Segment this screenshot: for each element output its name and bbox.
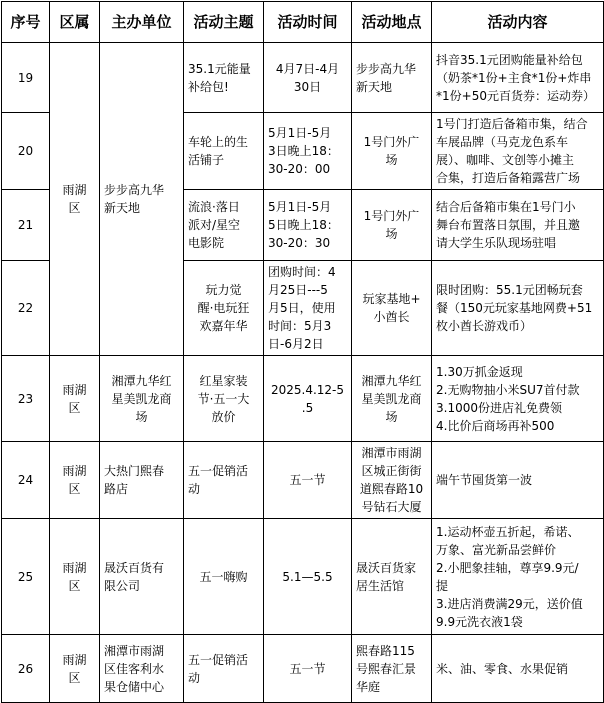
district-cell: 雨湖 区 <box>50 519 100 635</box>
place-cell: 湘潭市雨湖 区城正街街 道熙春路10 号钻石大厦 <box>352 442 432 519</box>
time-cell: 5.1—5.5 <box>264 519 352 635</box>
place-cell: 1号门外广 场 <box>352 113 432 190</box>
header-district: 区属 <box>50 2 100 43</box>
place-cell: 玩家基地+ 小酋长 <box>352 261 432 356</box>
time-cell: 5月1日-5月 5日晚上18： 30-20：30 <box>264 190 352 261</box>
district-cell: 雨湖 区 <box>50 43 100 356</box>
content-cell: 结合后备箱市集在1号门小 舞台布置落日氛围，并且邀 请大学生乐队现场驻唱 <box>432 190 604 261</box>
activity-table <box>1 1 604 703</box>
place-cell: 1号门外广 场 <box>352 190 432 261</box>
time-cell: 团购时间：4 月25日---5 月5日，使用 时间：5月3 日-6月2日 <box>264 261 352 356</box>
header-organizer: 主办单位 <box>100 2 184 43</box>
row-number: 25 <box>2 519 50 635</box>
organizer-cell: 步步高九华 新天地 <box>100 43 184 356</box>
time-cell: 2025.4.12-5 .5 <box>264 356 352 442</box>
content-cell: 1.30万抓金返现 2.无购物抽小米SU7首付款 3.1000份进店礼免费领 4.比价后商场再补500 <box>432 356 604 442</box>
content-cell: 米、油、零食、水果促销 <box>432 635 604 703</box>
content-cell: 1.运动杯壶五折起，希诺、 万象、富光新品尝鲜价 2.小肥象挂轴，尊享9.9元/ 提 3.进店消费满29元，送价值 9.9元洗衣液1袋 <box>432 519 604 635</box>
place-cell: 步步高九华 新天地 <box>352 43 432 113</box>
header-theme: 活动主题 <box>184 2 264 43</box>
row-number: 26 <box>2 635 50 703</box>
content-cell: 抖音35.1元团购能量补给包 （奶茶*1份+主食*1份+炸串 *1份+50元百货券：运动券） <box>432 43 604 113</box>
theme-cell: 车轮上的生 活铺子 <box>184 113 264 190</box>
row-number: 23 <box>2 356 50 442</box>
table-row <box>2 519 604 635</box>
row-number: 21 <box>2 190 50 261</box>
theme-cell: 玩力觉 醒·电玩狂 欢嘉年华 <box>184 261 264 356</box>
header-no: 序号 <box>2 2 50 43</box>
header-content: 活动内容 <box>432 2 604 43</box>
row-number: 20 <box>2 113 50 190</box>
row-number: 22 <box>2 261 50 356</box>
district-cell: 雨湖 区 <box>50 356 100 442</box>
time-cell: 五一节 <box>264 442 352 519</box>
organizer-cell: 晟沃百货有 限公司 <box>100 519 184 635</box>
place-cell: 熙春路115 号熙春汇景 华庭 <box>352 635 432 703</box>
organizer-cell: 大热门熙春 路店 <box>100 442 184 519</box>
district-cell: 雨湖 区 <box>50 635 100 703</box>
time-cell: 五一节 <box>264 635 352 703</box>
row-number: 19 <box>2 43 50 113</box>
theme-cell: 五一嗨购 <box>184 519 264 635</box>
table-row <box>2 442 604 519</box>
theme-cell: 流浪·落日 派对/星空 电影院 <box>184 190 264 261</box>
theme-cell: 红星家装 节·五一大 放价 <box>184 356 264 442</box>
content-cell: 端午节囤货第一波 <box>432 442 604 519</box>
table-row <box>2 635 604 703</box>
organizer-cell: 湘潭市雨湖 区佳客利水 果仓储中心 <box>100 635 184 703</box>
time-cell: 5月1日-5月 3日晚上18： 30-20：00 <box>264 113 352 190</box>
header-time: 活动时间 <box>264 2 352 43</box>
header-place: 活动地点 <box>352 2 432 43</box>
place-cell: 晟沃百货家 居生活馆 <box>352 519 432 635</box>
district-cell: 雨湖 区 <box>50 442 100 519</box>
theme-cell: 35.1元能量 补给包! <box>184 43 264 113</box>
content-cell: 限时团购：55.1元团畅玩套 餐（150元玩家基地网费+51 枚小酋长游戏币） <box>432 261 604 356</box>
time-cell: 4月7日-4月 30日 <box>264 43 352 113</box>
organizer-cell: 湘潭九华红 星美凯龙商 场 <box>100 356 184 442</box>
place-cell: 湘潭九华红 星美凯龙商 场 <box>352 356 432 442</box>
header-row <box>2 2 604 43</box>
table-row <box>2 356 604 442</box>
table-row <box>2 43 604 113</box>
theme-cell: 五一促销活 动 <box>184 635 264 703</box>
row-number: 24 <box>2 442 50 519</box>
theme-cell: 五一促销活 动 <box>184 442 264 519</box>
content-cell: 1号门打造后备箱市集，结合 车展品牌（马克龙色系车 展）、咖啡、文创等小摊主 合集，打造后备箱露营广场 <box>432 113 604 190</box>
